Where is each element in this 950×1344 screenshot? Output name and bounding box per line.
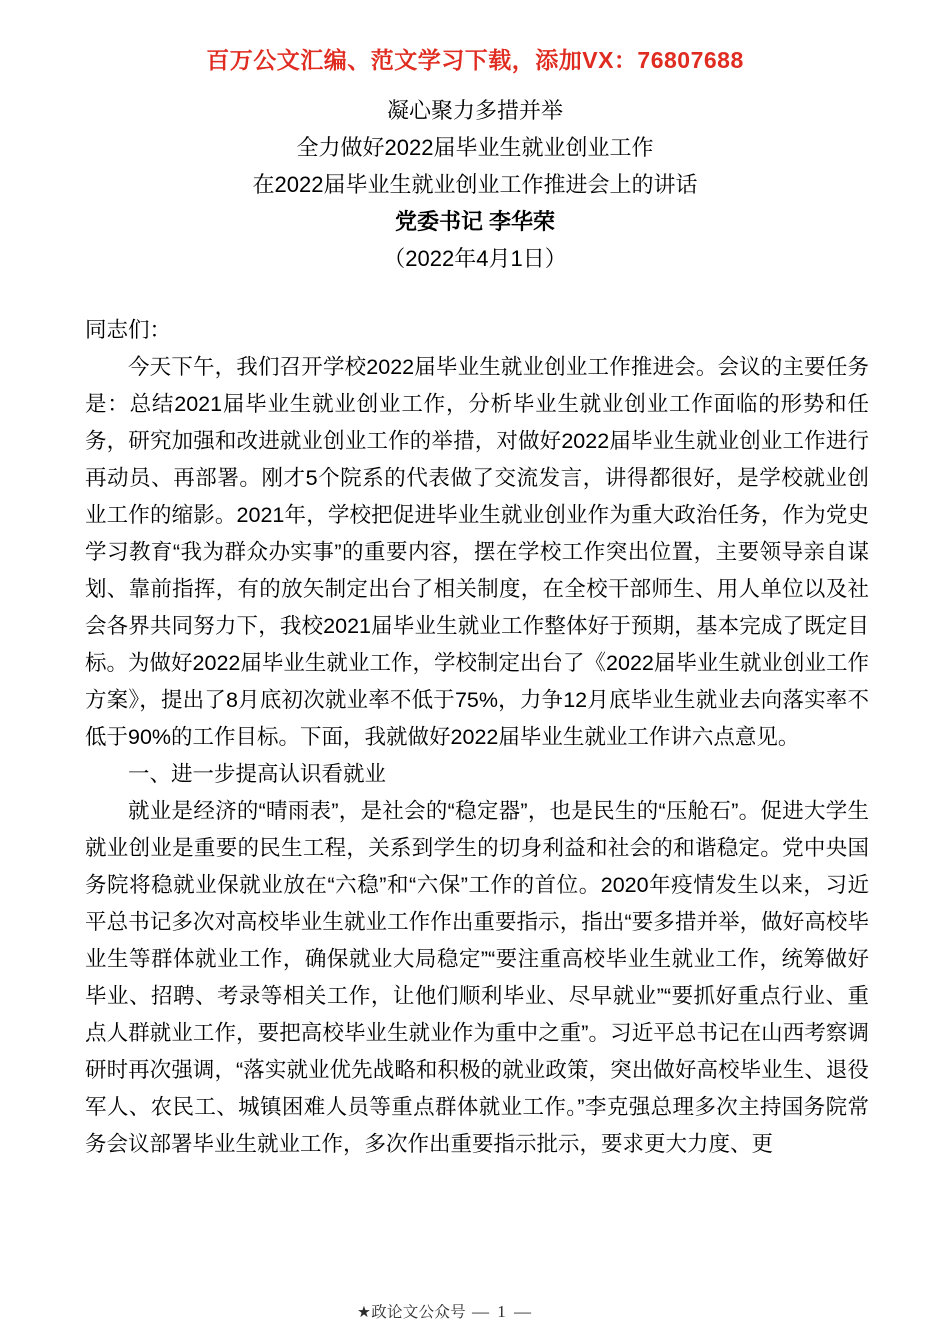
section-heading-1: 一、进一步提高认识看就业: [128, 762, 387, 786]
document-title-block: [0, 92, 950, 277]
body-paragraph-2: 就业是经济的“晴雨表”，是社会的“稳定器”，也是民生的“压舱石”。促进大学生就业创业是重要的民生工程，关系到学生的切身利益和社会的和谐稳定。党中央国务院将稳就业保就业放在“六稳”和“六保”工作的首位。2020年疫情发生以来，习近平总书记多次对高校毕业生就业工作作出重要指示，指出“要多措并举，做好高校毕业生等群体就业工作，确保就业大局稳定”“要注重高校毕业生就业工作，统筹做好毕业、招聘、考录等相关工作，让他们顺利毕业、尽早就业”“要抓好重点行业、重点人群就业工作，要把高校毕业生就业作为重中之重”。习近平总书记在山西考察调研时再次强调，“落实就业优先战略和积极的就业政策，突出做好高校毕业生、退役军人、农民工、城镇困难人员等重点群体就业工作。”李克强总理多次主持国务院常务会议部署毕业生就业工作，多次作出重要指示批示，要求更大力度、更: [85, 799, 869, 1156]
footer-page-number: — 1 —: [472, 1302, 533, 1321]
promo-banner-text: 百万公文汇编、范文学习下载，添加VX：76807688: [206, 47, 744, 73]
title-line-3: 在2022届毕业生就业创业工作推进会上的讲话: [252, 172, 698, 197]
title-date-line: （2022年4月1日）: [383, 246, 567, 271]
salutation: 同志们：: [85, 318, 172, 342]
title-author-line: 党委书记 李华荣: [394, 209, 556, 234]
title-line-1: 凝心聚力多措并举: [386, 98, 563, 123]
page-footer: [0, 1300, 950, 1322]
document-body: [85, 312, 869, 1163]
body-paragraph-1: 今天下午，我们召开学校2022届毕业生就业创业工作推进会。会议的主要任务是：总结2021届毕业生就业创业工作，分析毕业生就业创业工作面临的形势和任务，研究加强和改进就业创业工作的举措，对做好2022届毕业生就业创业工作进行再动员、再部署。刚才5个院系的代表做了交流发言，讲得都很好，是学校就业创业工作的缩影。2021年，学校把促进毕业生就业创业作为重大政治任务，作为党史学习教育“我为群众办实事”的重要内容，摆在学校工作突出位置，主要领导亲自谋划、靠前指挥，有的放矢制定出台了相关制度，在全校干部师生、用人单位以及社会各界共同努力下，我校2021届毕业生就业工作整体好于预期，基本完成了既定目标。为做好2022届毕业生就业工作，学校制定出台了《2022届毕业生就业创业工作方案》，提出了8月底初次就业率不低于75%，力争12月底毕业生就业去向落实率不低于90%的工作目标。下面，我就做好2022届毕业生就业工作讲六点意见。: [85, 355, 869, 749]
title-line-2: 全力做好2022届毕业生就业创业工作: [296, 135, 654, 160]
footer-watermark: ★政论文公众号: [357, 1304, 466, 1321]
